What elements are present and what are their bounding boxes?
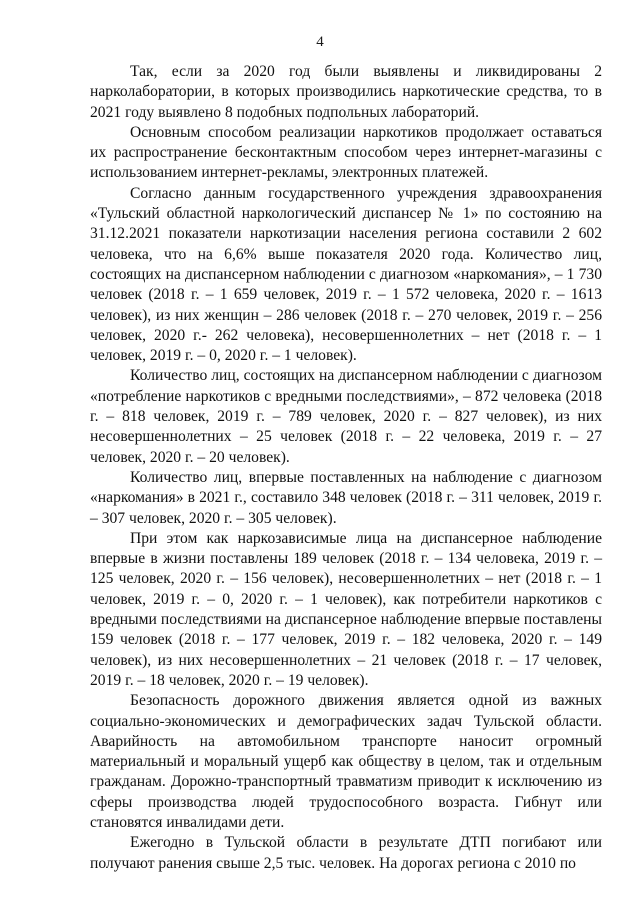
paragraph-7: Безопасность дорожного движения является одной из важных социально-экономических и демографических задач Тульской области. Аварийность на автомобильном транспорте наносит огромный материальный и моральный ущерб как обществу в целом, так и отдельным гражданам. Дорожно-транспортный травматизм приводит к исключению из сферы производства людей трудоспособного возраста. Гибнут или становятся инвалидами дети. [90,692,602,831]
paragraph-3: Согласно данным государственного учреждения здравоохранения «Тульский областной наркологический диспансер № 1» по состоянию на 31.12.2021 показатели наркотизации населения региона составили 2 602 человека, что на 6,6% выше показателя 2020 года. Количество лиц, состоящих на диспансерном наблюдении с диагнозом «наркомания», – 1 730 человек (2018 г. – 1 659 человек, 2019 г. – 1 572 человека, 2020 г. – 1613 человек), из них женщин – 286 человек (2018 г. – 270 человек, 2019 г. – 256 человек, 2020 г.- 262 человека), несовершеннолетних – нет (2018 г. – 1 человек, 2019 г. – 0, 2020 г. – 1 человек). [90,184,602,365]
paragraph-4: Количество лиц, состоящих на диспансерном наблюдении с диагнозом «потребление наркотиков с вредными последствиями», – 872 человека (2018 г. – 818 человек, 2019 г. – 789 человек, 2020 г. – 827 человек), из них несовершеннолетних – 25 человек (2018 г. – 22 человека, 2019 г. – 27 человек, 2020 г. – 20 человек). [90,367,602,466]
paragraph-5: Количество лиц, впервые поставленных на наблюдение с диагнозом «наркомания» в 2021 г., составило 348 человек (2018 г. – 311 человек, 2019 г. – 307 человек, 2020 г. – 305 человек). [90,468,602,527]
paragraph-8: Ежегодно в Тульской области в результате ДТП погибают или получают ранения свыше 2,5 тыс. человек. На дорогах региона с 2010 по [90,834,602,872]
document-body [90,62,602,874]
page-number: 4 [316,34,324,50]
paragraph-1: Так, если за 2020 год были выявлены и ликвидированы 2 нарколаборатории, в которых производились наркотические средства, то в 2021 году выявлено 8 подобных подпольных лабораторий. [90,63,602,121]
paragraph-2: Основным способом реализации наркотиков продолжает оставаться их распространение бесконтактным способом через интернет-магазины с использованием интернет-рекламы, электронных платежей. [90,123,602,182]
paragraph-6: При этом как наркозависимые лица на диспансерное наблюдение впервые в жизни поставлены 189 человек (2018 г. – 134 человека, 2019 г. – 125 человек, 2020 г. – 156 человек), несовершеннолетних – нет (2018 г. – 1 человек, 2019 г. – 0, 2020 г. – 1 человек), как потребители наркотиков с вредными последствиями на диспансерное наблюдение впервые поставлены 159 человек (2018 г. – 177 человек, 2019 г. – 182 человека, 2020 г. – 149 человек), из них несовершеннолетних – 21 человек (2018 г. – 17 человек, 2019 г. – 18 человек, 2020 г. – 19 человек). [90,529,602,689]
